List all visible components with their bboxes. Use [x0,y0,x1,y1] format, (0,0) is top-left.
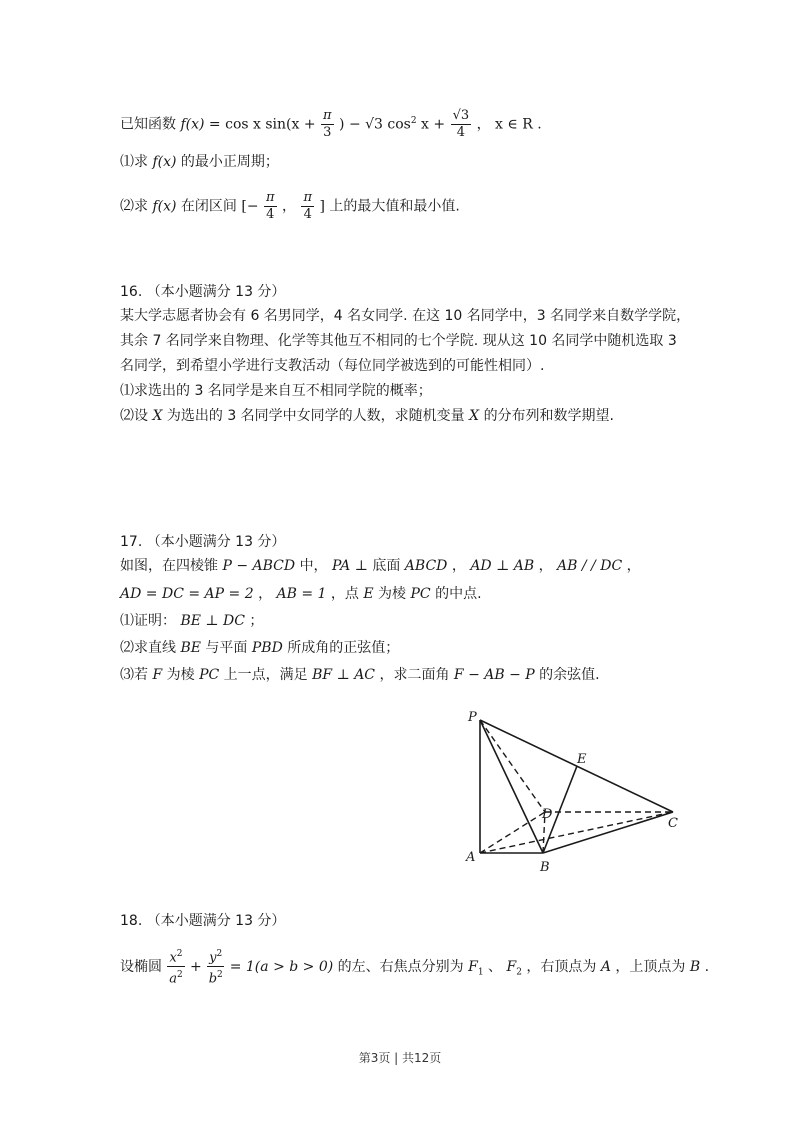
p17-q1: ⑴证明： BE ⊥ DC ； [120,613,264,629]
p16-q1: ⑴求选出的 3 名同学是来自互不相同学院的概率； [120,383,432,399]
p17-line2: AD = DC = AP = 2 ， AB = 1 ，点 E 为棱 PC 的中点. [120,586,482,602]
p17-line1: 如图，在四棱锥 P − ABCD 中， PA ⊥ 底面 ABCD ， AD ⊥ AB ， AB / / DC ， [120,558,641,574]
edge-PD [480,720,545,812]
p18-frac-y: $\frac{y^2}{b^2}$ [207,946,224,988]
p18-frac-x: $\frac{x^2}{a^2}$ [167,946,184,988]
p15-frac-pi4-right: $\frac{\pi}{4}$ [303,190,313,222]
p18-title: 18. （本小题满分 13 分） [120,913,286,929]
p15-q1: ⑴求 f(x) 的最小正周期； [120,154,279,170]
p16-title: 16. （本小题满分 13 分） [120,284,286,300]
p17-q3: ⑶若 F 为棱 PC 上一点，满足 BF ⊥ AC ，求二面角 F − AB − P 的余弦值. [120,667,600,683]
label-B: B [540,860,550,875]
edge-AD [480,812,545,853]
p15-minus: ) − √3 cos [339,116,411,133]
p15-fx: f(x) [180,116,205,133]
edge-PB [480,720,543,853]
label-A: A [466,850,476,865]
p15-q2: ⑵求 f(x) 在闭区间 [− $\frac{\pi}{4}$ ， $\frac{\pi}{4}$ ] 上的最大值和最小值. [120,190,460,222]
p18-line1: 设椭圆 $\frac{x^2}{a^2}$ + $\frac{y^2}{b^2}$ = 1(a > b > 0) 的左、右焦点分别为 $F_1$ 、 $F_2$ ，右顶点为 A ，上顶点为 B . [120,946,709,988]
p15-eq: = cos x sin(x + [208,116,316,133]
p16-q2: ⑵设 X 为选出的 3 名同学中女同学的人数，求随机变量 X 的分布列和数学期望. [120,408,615,424]
label-C: C [668,816,678,831]
label-D: D [542,807,553,822]
p15-frac-sqrt3-4: $\frac{√3}{4}$ [452,108,470,140]
edge-AC [480,812,673,853]
p15-frac-pi4-left: $\frac{\pi}{4}$ [266,190,275,222]
p16-line3: 名同学，到希望小学进行支教活动（每位同学被选到的可能性相同）. [120,358,545,374]
label-E: E [577,752,587,767]
p16-line2: 其余 7 名同学来自物理、化学等其他互不相同的七个学院. 现从这 10 名同学中随机选取 3 [120,333,677,349]
p16-line1: 某大学志愿者协会有 6 名男同学，4 名女同学. 在这 10 名同学中，3 名同学来自数学学院， [120,308,691,324]
p17-title: 17. （本小题满分 13 分） [120,534,286,550]
p15-function-line: 已知函数 f(x) = cos x sin(x + $\frac{\pi}{3}$ ) − √3 $\cos^2 x$ + $\frac{√3}{4}$ ， x ∈ R . [120,108,542,140]
p15-domain: ， x ∈ R . [476,116,542,133]
pyramid-figure [460,705,690,880]
label-P: P [468,710,477,725]
p15-xplus: x + [421,116,446,133]
p15-intro: 已知函数 [120,116,176,133]
p15-frac-pi3: $\frac{\pi}{3}$ [323,108,332,140]
page-footer: 第3页 | 共12页 [358,1051,442,1065]
edge-BC [543,812,673,853]
p17-q2: ⑵求直线 BE 与平面 PBD 所成角的正弦值； [120,640,400,656]
